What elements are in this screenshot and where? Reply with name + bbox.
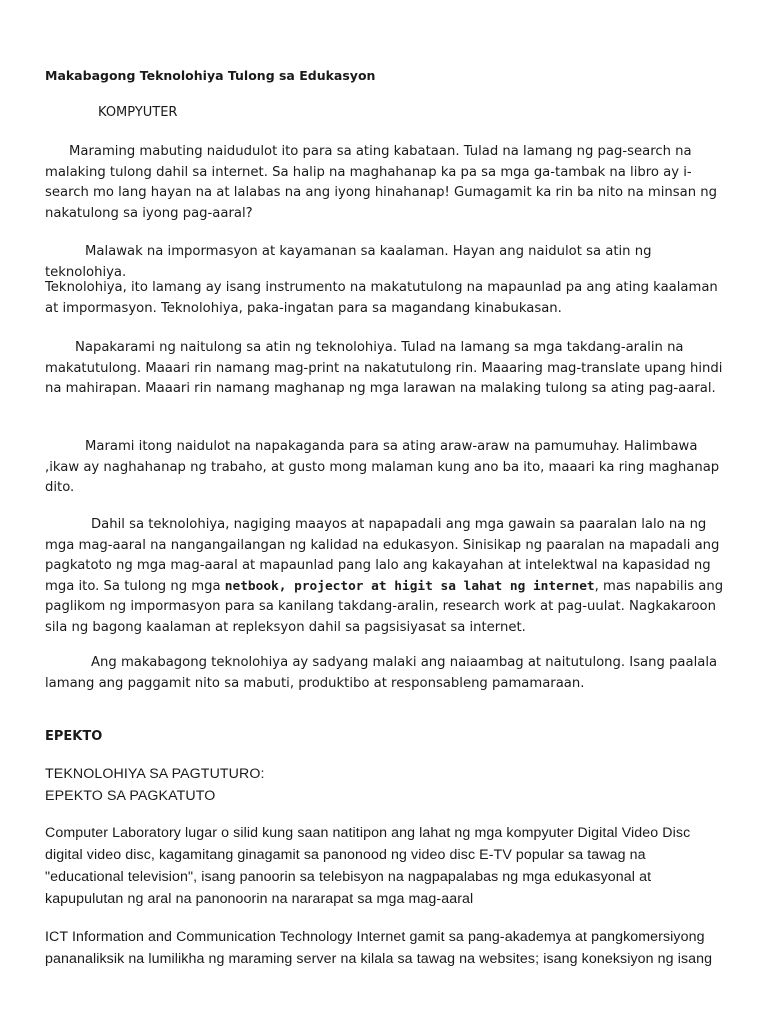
paragraph-7: Ang makabagong teknolohiya ay sadyang malaki ang naiaambag at naitutulong. Isang paalala lamang ang paggamit nito sa mabuti, produktibo at responsableng pamamaraan.	[45, 655, 718, 691]
paragraph-5: Marami itong naidulot na napakaganda para sa ating araw-araw na pamumuhay. Halimbawa ,ikaw ay naghahanap ng trabaho, at gusto mong malaman kung ano ba ito, maaari ka ring maghanap dito.	[45, 439, 720, 495]
subheading-line-2: EPEKTO SA PAGKATUTO	[45, 788, 216, 804]
document-title: Makabagong Teknolohiya Tulong sa Edukasyon	[45, 68, 376, 83]
section-subtitle-kompyuter: KOMPYUTER	[98, 105, 178, 120]
paragraph-4: Napakarami ng naitulong sa atin ng teknolohiya. Tulad na lamang sa mga takdang-aralin na makatutulong. Maaari rin namang mag-print na nakatutulong rin. Maaaring mag-translate upang hindi na mahirapan. Maaari rin namang maghanap ng mga larawan na malaking tulong sa ating pag-aaral.	[45, 340, 723, 396]
paragraph-6-text-b: , mas napabilis ang paglikom ng impormasyon para sa kanilang takdang-aralin, research work at pag-uulat. Nagkakaroon sila ng bagong kaalaman at repleksyon dahil sa pagsisiyasat sa internet.	[45, 578, 724, 635]
paragraph-8: Computer Laboratory lugar o silid kung saan natitipon ang lahat ng mga kompyuter Digital Video Disc digital video disc, kagamitang ginagamit sa panonood ng video disc E-TV popular sa tawag na "educational television", isang panoorin sa telebisyon na nagpapalabas ng mga edukasyonal at kapupulutan ng aral na panonoorin na nararapat sa mga mag-aaral	[45, 825, 691, 907]
subheading-line-1: TEKNOLOHIYA SA PAGTUTURO:	[45, 766, 265, 782]
paragraph-3: Teknolohiya, ito lamang ay isang instrumento na makatutulong na mapaunlad pa ang ating kaalaman at impormasyon. Teknolohiya, paka-ingatan para sa magandang kinabukasan.	[45, 280, 718, 316]
heading-epekto: EPEKTO	[45, 729, 103, 744]
paragraph-6-text-a: Dahil sa teknolohiya, nagiging maayos at napapadali ang mga gawain sa paaralan lalo na ng mga mag-aaral na nangangailangan ng kalidad na edukasyon. Sinisikap ng paaralan na mapadali ang pagkatoto ng mga mag-aaral at mapaunlad pang lalo ang kakayahan at intelektwal na kapasidad ng mga ito. Sa tulong ng mga	[45, 517, 720, 594]
paragraph-6-bold-text: netbook, projector at higit sa lahat ng internet	[224, 578, 595, 594]
paragraph-2: Malawak na impormasyon at kayamanan sa kaalaman. Hayan ang naidulot sa atin ng teknolohiya.	[45, 244, 652, 280]
paragraph-9: ICT Information and Communication Technology Internet gamit sa pang-akademya at pangkomersiyong pananaliksik na lumilikha ng maraming server na kilala sa tawag na websites; isang koneksiyon ng isang	[45, 929, 713, 967]
paragraph-1: Maraming mabuting naidudulot ito para sa ating kabataan. Tulad na lamang ng pag-search na malaking tulong dahil sa internet. Sa halip na maghahanap ka pa sa mga ga-tambak na libro ay i-search mo lang hayan na at lalabas na ang iyong hinahanap! Gumagamit ka rin ba nito na minsan ng nakatulong sa iyong pag-aaral?	[45, 144, 717, 221]
paragraph-6	[45, 515, 725, 638]
